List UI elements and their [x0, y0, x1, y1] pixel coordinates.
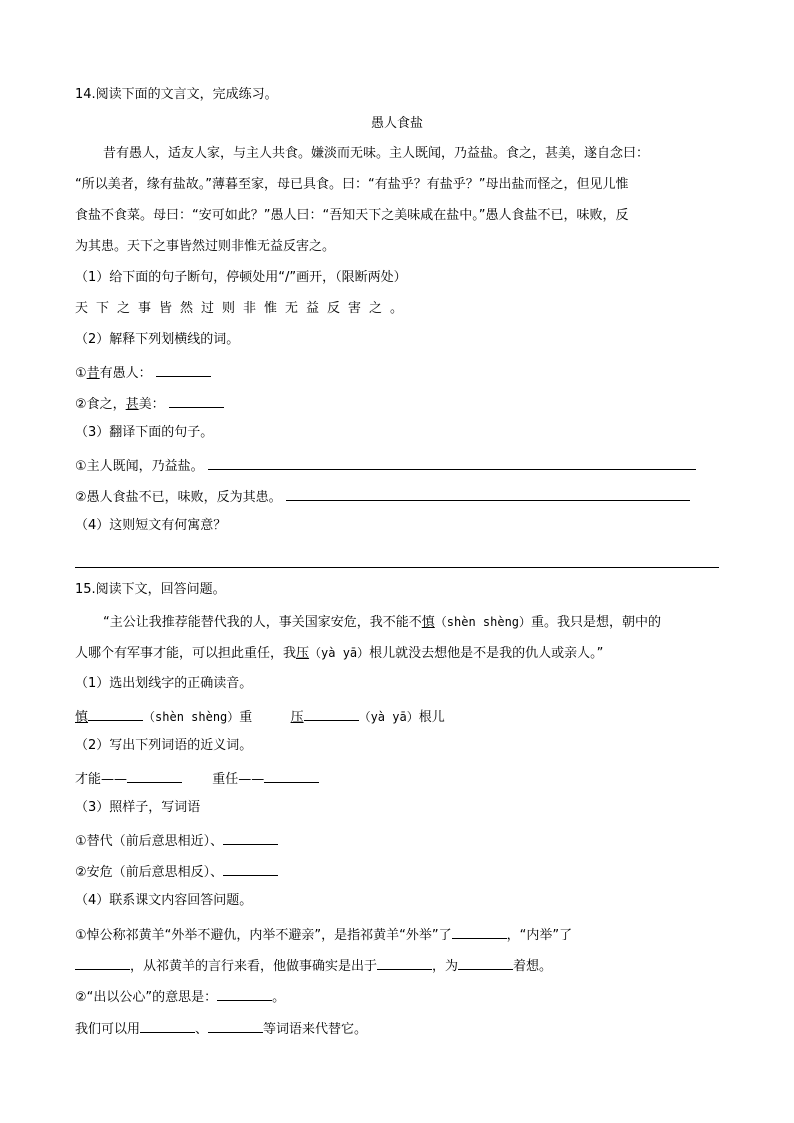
- pinyin-options: （yà yā）: [309, 646, 370, 660]
- item-text: 。: [272, 990, 286, 1005]
- item-text: 着想。: [513, 959, 553, 974]
- answer-blank[interactable]: [208, 1018, 263, 1033]
- q15-sub2-items: [75, 768, 319, 789]
- q15-sub1-prompt: （1）选出划线字的正确读音。: [75, 676, 253, 691]
- answer-blank[interactable]: [304, 706, 359, 721]
- item-number: ①: [75, 366, 87, 381]
- answer-blank[interactable]: [156, 362, 211, 377]
- q14-passage-line-2: “所以美者，缘有盐故。”薄暮至家，母已具食。曰：“有盐乎？有盐乎？”母出盐而怪之，但见儿惟: [75, 177, 629, 192]
- item-text: ①悼公称祁黄羊“外举不避仇，内举不避亲”，是指祁黄羊“外举”了: [75, 928, 452, 943]
- underlined-char: 慎: [75, 710, 89, 725]
- q14-heading: 14.阅读下面的文言文，完成练习。: [75, 87, 278, 102]
- pinyin-options: （shèn shèng）: [143, 710, 240, 724]
- q15-sub4-item2: [75, 986, 285, 1007]
- q14-sub2-item1: [75, 362, 211, 383]
- item-text: ，“内举”了: [506, 928, 573, 943]
- answer-blank[interactable]: [140, 1018, 195, 1033]
- answer-blank[interactable]: [127, 768, 182, 783]
- item-text: 美：: [138, 397, 165, 412]
- q14-sub2-item2: [75, 393, 224, 414]
- answer-blank[interactable]: [452, 924, 507, 939]
- answer-blank[interactable]: [377, 955, 432, 970]
- q15-sub4-item3: [75, 1018, 367, 1039]
- q15-sub3-item2: [75, 861, 278, 882]
- passage-text: 根儿就没去想他是不是我的仇人或亲人。”: [369, 646, 604, 661]
- q14-sub1-prompt: （1）给下面的句子断句，停顿处用“/”画开，（限断两处）: [75, 270, 407, 285]
- answer-blank[interactable]: [286, 486, 690, 501]
- item-text: ①主人既闻，乃益盐。: [75, 459, 204, 474]
- q14-sub2-prompt: （2）解释下列划横线的词。: [75, 332, 240, 347]
- item-text: ，为: [432, 959, 459, 974]
- item-text: 我们可以用: [75, 1022, 141, 1037]
- item-text: 根儿: [418, 710, 445, 725]
- item-text: 、: [195, 1022, 209, 1037]
- q14-passage-line-4: 为其患。天下之事皆然过则非惟无益反害之。: [75, 239, 336, 254]
- q14-sub3-item1: [75, 455, 696, 476]
- underlined-word: 昔: [86, 366, 100, 381]
- q14-sub4-prompt: （4）这则短文有何寓意？: [75, 518, 227, 533]
- q14-passage-line-1: 昔有愚人，适友人家，与主人共食。嫌淡而无味。主人既闻，乃益盐。食之，甚美，遂自念曰：: [103, 146, 650, 161]
- q14-title: 愚人食盐: [370, 116, 423, 131]
- q15-sub4-item1-line2: [75, 955, 552, 976]
- underlined-word: 甚: [125, 397, 139, 412]
- pinyin-options: （shèn shèng）: [434, 615, 532, 629]
- q14-sub3-item2: [75, 486, 690, 507]
- item-text: ②愚人食盐不已，味败，反为其患。: [75, 490, 282, 505]
- answer-blank[interactable]: [264, 768, 319, 783]
- passage-text: 重。我只是想，朝中的: [531, 615, 662, 630]
- answer-blank[interactable]: [208, 455, 696, 470]
- q14-passage-line-3: 食盐不食菜。母曰：“安可如此？”愚人曰：“吾知天下之美味咸在盐中。”愚人食盐不已，味败，反: [75, 208, 629, 223]
- pinyin-options: （yà yā）: [358, 710, 419, 724]
- q15-sub4-prompt: （4）联系课文内容回答问题。: [75, 893, 253, 908]
- underlined-char: 压: [296, 646, 310, 661]
- q15-sub3-item1: [75, 830, 278, 851]
- q15-passage-line-1: [103, 613, 661, 632]
- q15-sub1-items: [75, 706, 445, 727]
- answer-blank[interactable]: [458, 955, 513, 970]
- answer-blank[interactable]: [223, 830, 278, 845]
- underlined-char: 压: [290, 710, 304, 725]
- passage-text: “主公让我推荐能替代我的人，事关国家安危，我不能不: [103, 615, 422, 630]
- item-text: ①替代（前后意思相近）、: [75, 834, 224, 849]
- underlined-char: 慎: [421, 615, 435, 630]
- item-text: 等词语来代替它。: [263, 1022, 368, 1037]
- q15-sub3-prompt: （3）照样子，写词语: [75, 800, 201, 815]
- q14-sub3-prompt: （3）翻译下面的句子。: [75, 425, 214, 440]
- item-text: 有愚人：: [99, 366, 152, 381]
- answer-blank[interactable]: [223, 861, 278, 876]
- item-text: 重任——: [212, 772, 265, 787]
- q14-sub1-sentence: 天下之事皆然过则非惟无益反害之。: [75, 301, 412, 316]
- q15-passage-line-2: [75, 644, 603, 663]
- item-text: ②安危（前后意思相反）、: [75, 865, 224, 880]
- item-text: 才能——: [75, 772, 128, 787]
- answer-line[interactable]: [75, 567, 719, 568]
- passage-text: 人哪个有军事才能，可以担此重任，我: [75, 646, 297, 661]
- answer-blank[interactable]: [75, 955, 130, 970]
- q15-sub2-prompt: （2）写出下列词语的近义词。: [75, 738, 253, 753]
- answer-blank[interactable]: [169, 393, 224, 408]
- item-text: 重: [239, 710, 253, 725]
- q15-heading: 15.阅读下文，回答问题。: [75, 582, 226, 597]
- answer-blank[interactable]: [217, 986, 272, 1001]
- item-text: ②食之，: [75, 397, 126, 412]
- q15-sub4-item1-line1: [75, 924, 572, 945]
- answer-blank[interactable]: [88, 706, 143, 721]
- item-text: ，从祁黄羊的言行来看，他做事确实是出于: [130, 959, 378, 974]
- item-text: ②“出以公心”的意思是：: [75, 990, 218, 1005]
